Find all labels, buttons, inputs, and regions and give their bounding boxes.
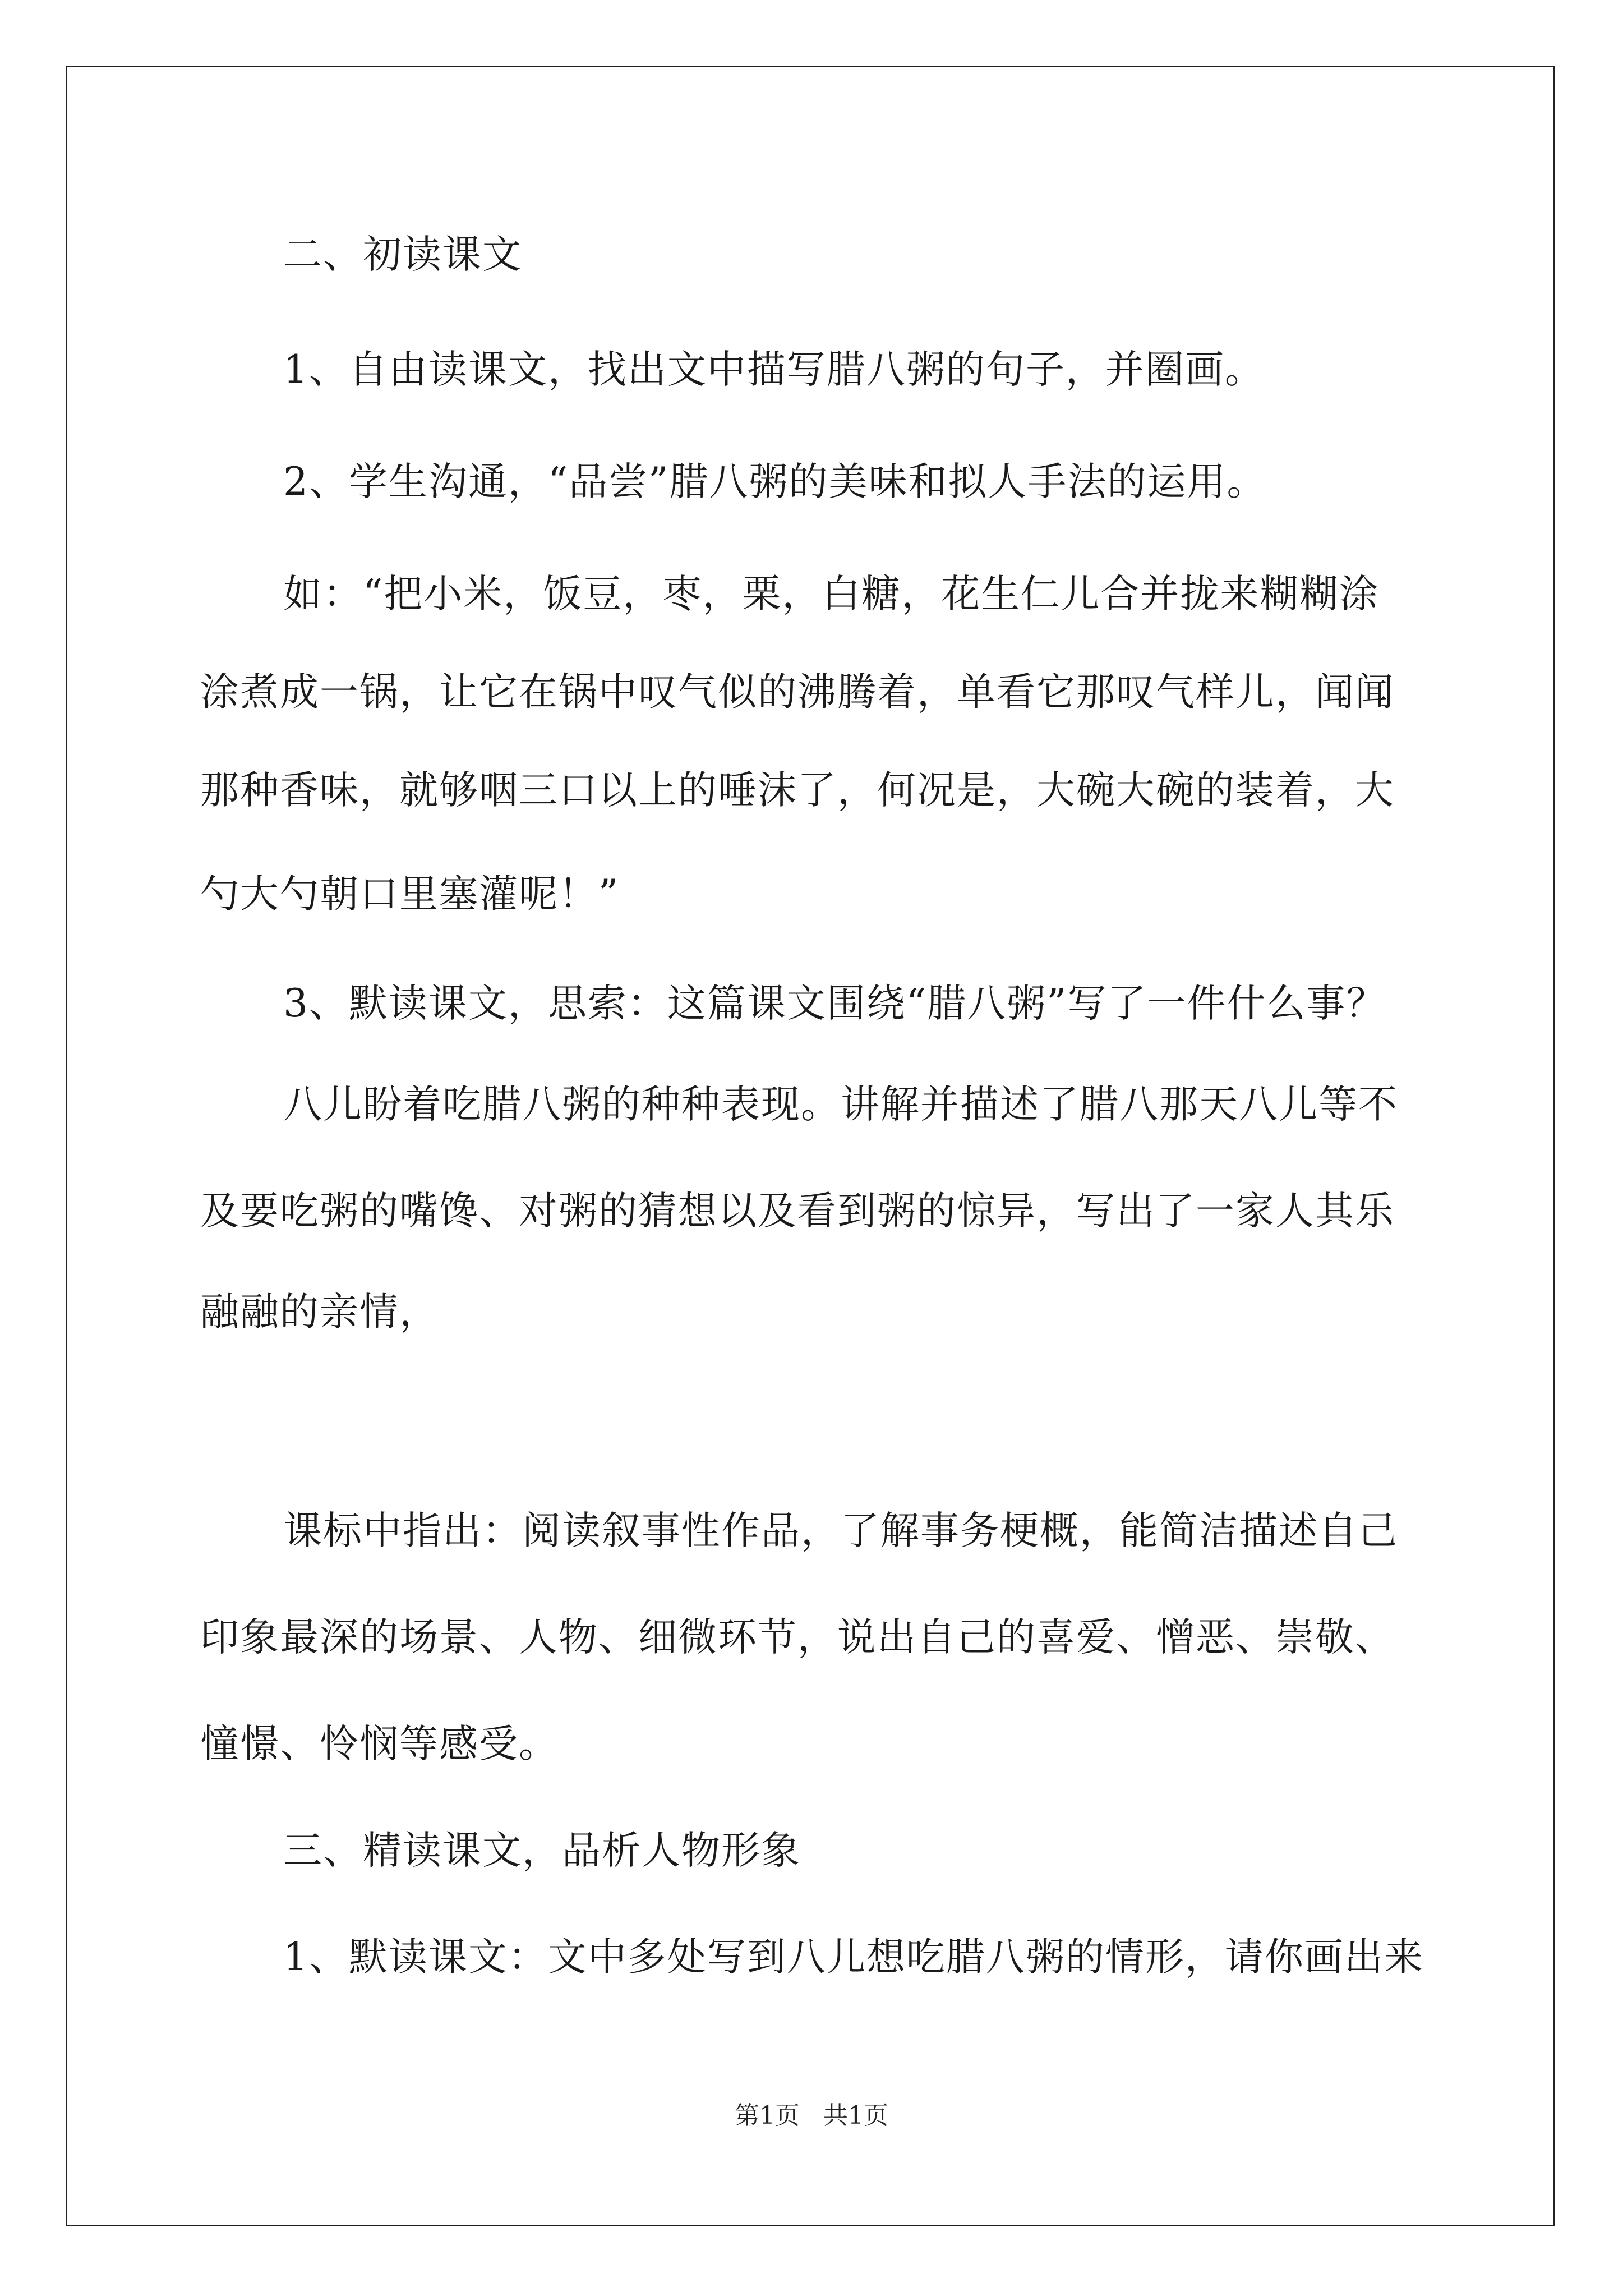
paragraph-line: 八儿盼着吃腊八粥的种种表现。讲解并描述了腊八那天八儿等不 [283,1082,1398,1127]
paragraph-line: 印象最深的场景、人物、细微环节，说出自己的喜爱、憎恶、崇敬、 [200,1615,1395,1660]
paragraph-line: 1、自由读课文，找出文中描写腊八粥的句子，并圈画。 [283,347,1265,392]
paragraph-line: 那种香味，就够咽三口以上的唾沫了，何况是，大碗大碗的装着，大 [200,768,1395,813]
paragraph-line: 2、学生沟通，“品尝”腊八粥的美味和拟人手法的运用。 [283,459,1267,504]
paragraph-line: 3、默读课文，思索：这篇课文围绕“腊八粥”写了一件什么事？ [283,981,1386,1026]
section-heading: 三、精读课文，品析人物形象 [283,1828,801,1873]
page-footer [0,2095,1623,2131]
paragraph-line: 涂煮成一锅，让它在锅中叹气似的沸腾着，单看它那叹气样儿，闻闻 [200,670,1395,715]
paragraph-line: 勺大勺朝口里塞灌呢！” [200,872,620,917]
page-total: 共1页 [823,2101,888,2130]
paragraph-line: 如：“把小米，饭豆，枣，栗，白糖，花生仁儿合并拢来糊糊涂 [283,572,1380,616]
paragraph-line: 课标中指出：阅读叙事性作品，了解事务梗概，能简洁描述自己 [283,1508,1398,1553]
section-heading: 二、初读课文 [283,232,522,277]
page-number: 第1页 [735,2101,800,2130]
paragraph-line: 融融的亲情， [200,1290,439,1335]
paragraph-line: 憧憬、怜悯等感受。 [200,1722,559,1766]
paragraph-line: 1、默读课文：文中多处写到八儿想吃腊八粥的情形，请你画出来 [283,1935,1424,1980]
paragraph-line: 及要吃粥的嘴馋、对粥的猜想以及看到粥的惊异，写出了一家人其乐 [200,1189,1395,1234]
